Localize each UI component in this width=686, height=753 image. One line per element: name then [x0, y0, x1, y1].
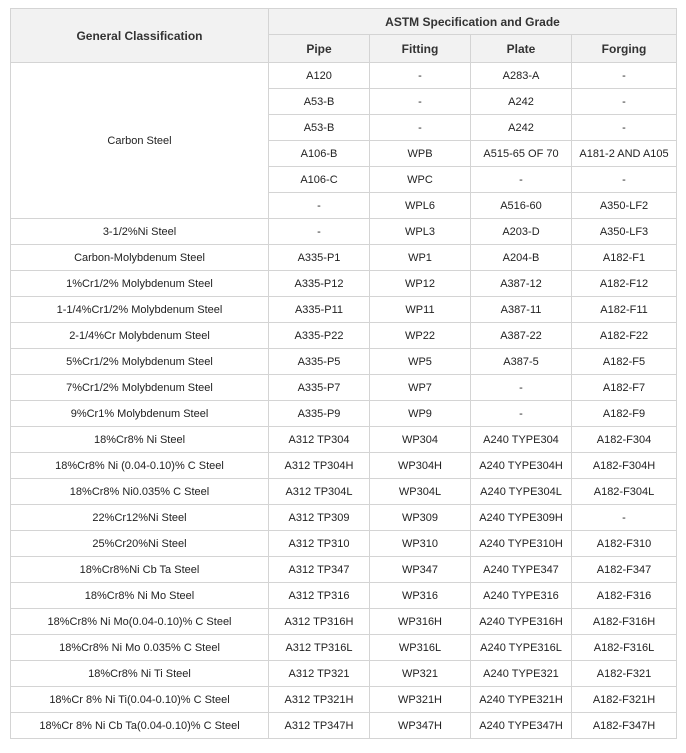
- astm-specification-table: [10, 8, 677, 739]
- pipe-cell: A335-P9: [269, 401, 370, 427]
- classification-cell: 18%Cr8% Ni0.035% C Steel: [11, 479, 269, 505]
- fitting-cell: WP321: [370, 661, 471, 687]
- plate-cell: A387-5: [471, 349, 572, 375]
- classification-cell: 9%Cr1% Molybdenum Steel: [11, 401, 269, 427]
- table-row: [11, 583, 677, 609]
- astm-spec-header: ASTM Specification and Grade: [269, 9, 677, 35]
- fitting-cell: WP12: [370, 271, 471, 297]
- plate-cell: -: [471, 375, 572, 401]
- forging-cell: A182-F5: [572, 349, 677, 375]
- fitting-cell: WP304H: [370, 453, 471, 479]
- pipe-cell: A53-B: [269, 115, 370, 141]
- pipe-cell: A335-P1: [269, 245, 370, 271]
- forging-cell: A182-F22: [572, 323, 677, 349]
- pipe-cell: A335-P5: [269, 349, 370, 375]
- pipe-cell: A312 TP304L: [269, 479, 370, 505]
- table-row: [11, 297, 677, 323]
- forging-cell: -: [572, 63, 677, 89]
- forging-cell: A182-F9: [572, 401, 677, 427]
- classification-cell: 18%Cr8% Ni (0.04-0.10)% C Steel: [11, 453, 269, 479]
- plate-cell: -: [471, 401, 572, 427]
- fitting-cell: WP1: [370, 245, 471, 271]
- fitting-cell: WPL6: [370, 193, 471, 219]
- pipe-cell: A53-B: [269, 89, 370, 115]
- table-row: [11, 635, 677, 661]
- table-row: [11, 375, 677, 401]
- fitting-cell: WP316: [370, 583, 471, 609]
- forging-cell: A182-F310: [572, 531, 677, 557]
- fitting-cell: WP11: [370, 297, 471, 323]
- fitting-cell: -: [370, 89, 471, 115]
- forging-cell: A350-LF2: [572, 193, 677, 219]
- forging-cell: A350-LF3: [572, 219, 677, 245]
- table-row: [11, 713, 677, 739]
- general-classification-header: General Classification: [11, 9, 269, 63]
- fitting-cell: WP316L: [370, 635, 471, 661]
- fitting-cell: WP22: [370, 323, 471, 349]
- pipe-cell: A106-C: [269, 167, 370, 193]
- table-row: [11, 63, 677, 89]
- forging-cell: A182-F316H: [572, 609, 677, 635]
- carbon-steel-classification-cell: Carbon Steel: [11, 63, 269, 219]
- fitting-cell: WPB: [370, 141, 471, 167]
- forging-cell: A182-F11: [572, 297, 677, 323]
- plate-cell: A242: [471, 89, 572, 115]
- fitting-cell: WP347H: [370, 713, 471, 739]
- table-row: [11, 453, 677, 479]
- forging-cell: A182-F321: [572, 661, 677, 687]
- table-row: [11, 323, 677, 349]
- classification-cell: 1%Cr1/2% Molybdenum Steel: [11, 271, 269, 297]
- classification-cell: Carbon-Molybdenum Steel: [11, 245, 269, 271]
- pipe-cell: -: [269, 219, 370, 245]
- plate-cell: A240 TYPE310H: [471, 531, 572, 557]
- plate-cell: A387-11: [471, 297, 572, 323]
- fitting-cell: -: [370, 63, 471, 89]
- forging-cell: A182-F304: [572, 427, 677, 453]
- fitting-cell: WPL3: [370, 219, 471, 245]
- plate-cell: A204-B: [471, 245, 572, 271]
- table-row: [11, 479, 677, 505]
- forging-cell: A182-F304L: [572, 479, 677, 505]
- pipe-cell: A335-P22: [269, 323, 370, 349]
- classification-cell: 18%Cr8% Ni Mo(0.04-0.10)% C Steel: [11, 609, 269, 635]
- table-header: [11, 9, 677, 63]
- classification-cell: 22%Cr12%Ni Steel: [11, 505, 269, 531]
- forging-cell: A182-F347: [572, 557, 677, 583]
- pipe-cell: A312 TP316L: [269, 635, 370, 661]
- forging-column-header: Forging: [572, 35, 677, 63]
- plate-cell: A516-60: [471, 193, 572, 219]
- table-row: [11, 687, 677, 713]
- plate-cell: A283-A: [471, 63, 572, 89]
- pipe-cell: A335-P12: [269, 271, 370, 297]
- table-row: [11, 661, 677, 687]
- table-row: [11, 271, 677, 297]
- plate-cell: A240 TYPE309H: [471, 505, 572, 531]
- classification-cell: 18%Cr8% Ni Steel: [11, 427, 269, 453]
- pipe-cell: A312 TP316: [269, 583, 370, 609]
- plate-cell: A240 TYPE304L: [471, 479, 572, 505]
- table-row: [11, 349, 677, 375]
- table-row: [11, 531, 677, 557]
- plate-cell: A240 TYPE321: [471, 661, 572, 687]
- pipe-cell: A335-P7: [269, 375, 370, 401]
- classification-cell: 3-1/2%Ni Steel: [11, 219, 269, 245]
- fitting-cell: WP309: [370, 505, 471, 531]
- plate-cell: A240 TYPE316: [471, 583, 572, 609]
- table-row: [11, 427, 677, 453]
- classification-cell: 18%Cr8% Ni Ti Steel: [11, 661, 269, 687]
- classification-cell: 18%Cr8%Ni Cb Ta Steel: [11, 557, 269, 583]
- plate-cell: A387-12: [471, 271, 572, 297]
- forging-cell: A182-F1: [572, 245, 677, 271]
- forging-cell: A182-F12: [572, 271, 677, 297]
- pipe-cell: A312 TP321: [269, 661, 370, 687]
- table-row: [11, 609, 677, 635]
- forging-cell: -: [572, 167, 677, 193]
- pipe-cell: A106-B: [269, 141, 370, 167]
- classification-cell: 18%Cr 8% Ni Ti(0.04-0.10)% C Steel: [11, 687, 269, 713]
- forging-cell: A182-F304H: [572, 453, 677, 479]
- fitting-cell: WP310: [370, 531, 471, 557]
- plate-cell: A240 TYPE316H: [471, 609, 572, 635]
- forging-cell: A182-F347H: [572, 713, 677, 739]
- plate-cell: A240 TYPE304: [471, 427, 572, 453]
- classification-cell: 18%Cr 8% Ni Cb Ta(0.04-0.10)% C Steel: [11, 713, 269, 739]
- plate-cell: A240 TYPE347: [471, 557, 572, 583]
- pipe-cell: A312 TP347: [269, 557, 370, 583]
- fitting-cell: WPC: [370, 167, 471, 193]
- table-body: [11, 63, 677, 739]
- forging-cell: -: [572, 505, 677, 531]
- fitting-cell: WP5: [370, 349, 471, 375]
- fitting-cell: WP316H: [370, 609, 471, 635]
- plate-column-header: Plate: [471, 35, 572, 63]
- forging-cell: -: [572, 115, 677, 141]
- table-row: [11, 219, 677, 245]
- forging-cell: A182-F321H: [572, 687, 677, 713]
- plate-cell: A240 TYPE316L: [471, 635, 572, 661]
- classification-cell: 5%Cr1/2% Molybdenum Steel: [11, 349, 269, 375]
- pipe-column-header: Pipe: [269, 35, 370, 63]
- classification-cell: 18%Cr8% Ni Mo 0.035% C Steel: [11, 635, 269, 661]
- plate-cell: A387-22: [471, 323, 572, 349]
- pipe-cell: A312 TP321H: [269, 687, 370, 713]
- pipe-cell: A312 TP304: [269, 427, 370, 453]
- fitting-cell: WP304L: [370, 479, 471, 505]
- table-row: [11, 505, 677, 531]
- fitting-column-header: Fitting: [370, 35, 471, 63]
- table-row: [11, 401, 677, 427]
- pipe-cell: A312 TP310: [269, 531, 370, 557]
- plate-cell: A240 TYPE304H: [471, 453, 572, 479]
- plate-cell: A515-65 OF 70: [471, 141, 572, 167]
- plate-cell: A240 TYPE347H: [471, 713, 572, 739]
- pipe-cell: A335-P11: [269, 297, 370, 323]
- classification-cell: 2-1/4%Cr Molybdenum Steel: [11, 323, 269, 349]
- pipe-cell: A312 TP304H: [269, 453, 370, 479]
- plate-cell: A242: [471, 115, 572, 141]
- classification-cell: 25%Cr20%Ni Steel: [11, 531, 269, 557]
- pipe-cell: A120: [269, 63, 370, 89]
- table-row: [11, 245, 677, 271]
- forging-cell: A181-2 AND A105: [572, 141, 677, 167]
- classification-cell: 1-1/4%Cr1/2% Molybdenum Steel: [11, 297, 269, 323]
- pipe-cell: A312 TP309: [269, 505, 370, 531]
- forging-cell: A182-F7: [572, 375, 677, 401]
- astm-table-container: [10, 8, 676, 739]
- plate-cell: A203-D: [471, 219, 572, 245]
- fitting-cell: WP347: [370, 557, 471, 583]
- forging-cell: -: [572, 89, 677, 115]
- fitting-cell: WP321H: [370, 687, 471, 713]
- fitting-cell: WP7: [370, 375, 471, 401]
- classification-cell: 7%Cr1/2% Molybdenum Steel: [11, 375, 269, 401]
- forging-cell: A182-F316: [572, 583, 677, 609]
- forging-cell: A182-F316L: [572, 635, 677, 661]
- fitting-cell: -: [370, 115, 471, 141]
- pipe-cell: A312 TP347H: [269, 713, 370, 739]
- fitting-cell: WP304: [370, 427, 471, 453]
- pipe-cell: -: [269, 193, 370, 219]
- header-row-top: [11, 9, 677, 35]
- fitting-cell: WP9: [370, 401, 471, 427]
- classification-cell: 18%Cr8% Ni Mo Steel: [11, 583, 269, 609]
- plate-cell: -: [471, 167, 572, 193]
- plate-cell: A240 TYPE321H: [471, 687, 572, 713]
- table-row: [11, 557, 677, 583]
- pipe-cell: A312 TP316H: [269, 609, 370, 635]
